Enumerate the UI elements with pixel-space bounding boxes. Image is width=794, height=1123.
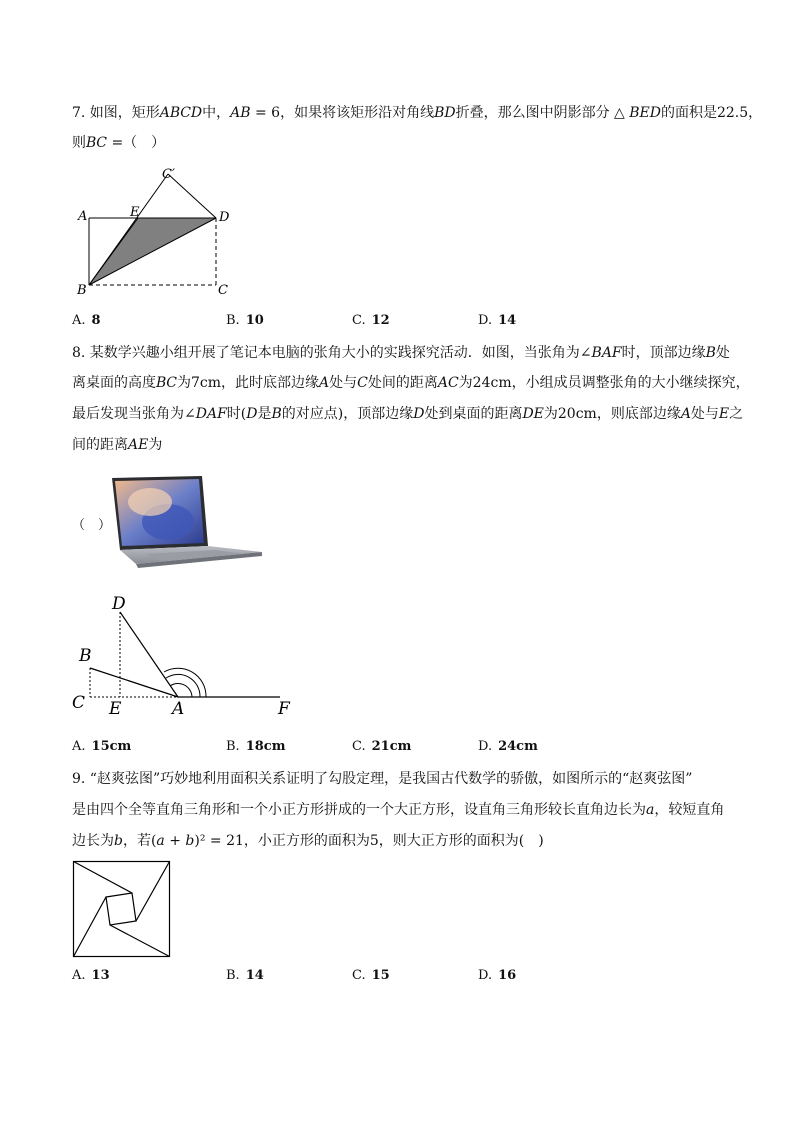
option-letter: D. <box>478 313 493 328</box>
q7-label-b: B <box>77 283 87 298</box>
q9-stem-line-2: 是由四个全等直角三角形和一个小正方形拼成的一个大正方形，设直角三角形较长直角边长为𝑎，较短直角 <box>72 802 725 818</box>
q8-answer-paren: （ ） <box>72 518 112 533</box>
q8-stem-line-1: 8. 某数学兴趣小组开展了笔记本电脑的张角大小的实践探究活动．如图，当张角为∠𝐵𝐴𝐹时，顶部边缘𝐵处 <box>72 345 730 361</box>
q7-label-c-prime: C′ <box>162 167 175 182</box>
option-letter: B. <box>226 313 240 328</box>
option-letter: A. <box>72 968 86 983</box>
q9-stem-line-1: 9. “赵爽弦图”巧妙地利用面积关系证明了勾股定理，是我国古代数学的骄傲，如图所示的“赵爽弦图” <box>72 771 693 787</box>
q8-option-a[interactable] <box>72 739 131 755</box>
q8-label-f: F <box>278 699 290 719</box>
option-value: 24cm <box>498 739 538 754</box>
option-value: 18cm <box>245 739 286 754</box>
q8-stem-line-2: 离桌面的高度𝐵𝐶为7cm，此时底部边缘𝐴处与𝐶处间的距离𝐴𝐶为24cm，小组成员调整张角的大小继续探究， <box>72 375 750 391</box>
q8-option-d[interactable] <box>478 739 538 755</box>
q7-stem-line-1: 7. 如图，矩形𝐴𝐵𝐶𝐷中，𝐴𝐵 = 6，如果将该矩形沿对角线𝐵𝐷折叠，那么图中阴影部分 △ 𝐵𝐸𝐷的面积是22.5， <box>72 105 763 121</box>
option-value: 14 <box>245 968 264 983</box>
option-value: 16 <box>498 968 517 983</box>
option-letter: A. <box>72 313 86 328</box>
q8-label-a: A <box>172 699 185 719</box>
option-letter: C. <box>352 739 366 754</box>
option-value: 15cm <box>91 739 132 754</box>
option-value: 10 <box>245 313 264 328</box>
option-letter: D. <box>478 739 493 754</box>
q8-stem-line-3: 最后发现当张角为∠𝐷𝐴𝐹时(𝐷是𝐵的对应点)，顶部边缘𝐷处到桌面的距离𝐷𝐸为20cm，则底部边缘𝐴处与𝐸之 <box>72 406 744 422</box>
q7-label-e: E <box>130 205 140 220</box>
q9-option-c[interactable] <box>352 968 390 984</box>
option-letter: C. <box>352 313 366 328</box>
option-value: 8 <box>91 313 101 328</box>
q8-laptop-photo <box>106 474 264 572</box>
option-letter: C. <box>352 968 366 983</box>
q8-stem-line-4: 间的距离𝐴𝐸为 <box>72 437 163 453</box>
q8-option-b[interactable] <box>226 739 285 755</box>
q9-option-a[interactable] <box>72 968 110 984</box>
q8-option-c[interactable] <box>352 739 411 755</box>
option-value: 21cm <box>371 739 412 754</box>
option-letter: A. <box>72 739 86 754</box>
q9-option-d[interactable] <box>478 968 516 984</box>
option-letter: B. <box>226 739 240 754</box>
q8-angle-figure <box>68 590 300 722</box>
option-value: 14 <box>498 313 517 328</box>
q7-label-c: C <box>218 283 228 298</box>
q7-label-a: A <box>78 209 88 224</box>
q9-small-square <box>106 893 136 925</box>
q8-label-d: D <box>112 594 126 614</box>
option-value: 12 <box>371 313 390 328</box>
q9-zhao-shuang-diagram <box>72 860 172 958</box>
q9-option-b[interactable] <box>226 968 264 984</box>
option-letter: B. <box>226 968 240 983</box>
q7-option-d[interactable] <box>478 313 516 329</box>
option-value: 13 <box>91 968 110 983</box>
option-value: 15 <box>371 968 390 983</box>
q8-label-b: B <box>79 646 92 666</box>
q7-option-b[interactable] <box>226 313 264 329</box>
q7-option-a[interactable] <box>72 313 101 329</box>
q7-stem-line-2: 则𝐵𝐶 =（ ） <box>72 135 166 151</box>
q7-label-d: D <box>219 210 230 225</box>
q7-shaded-triangle-bed <box>89 218 216 285</box>
q7-rectangle-fold-figure <box>70 160 245 300</box>
option-letter: D. <box>478 968 493 983</box>
q7-option-c[interactable] <box>352 313 390 329</box>
q9-stem-line-3: 边长为𝑏，若(𝑎 + 𝑏)² = 21，小正方形的面积为5，则大正方形的面积为( ) <box>72 833 544 849</box>
q8-label-c: C <box>72 693 86 713</box>
q9-large-square <box>74 862 170 957</box>
q8-label-e: E <box>109 699 122 719</box>
